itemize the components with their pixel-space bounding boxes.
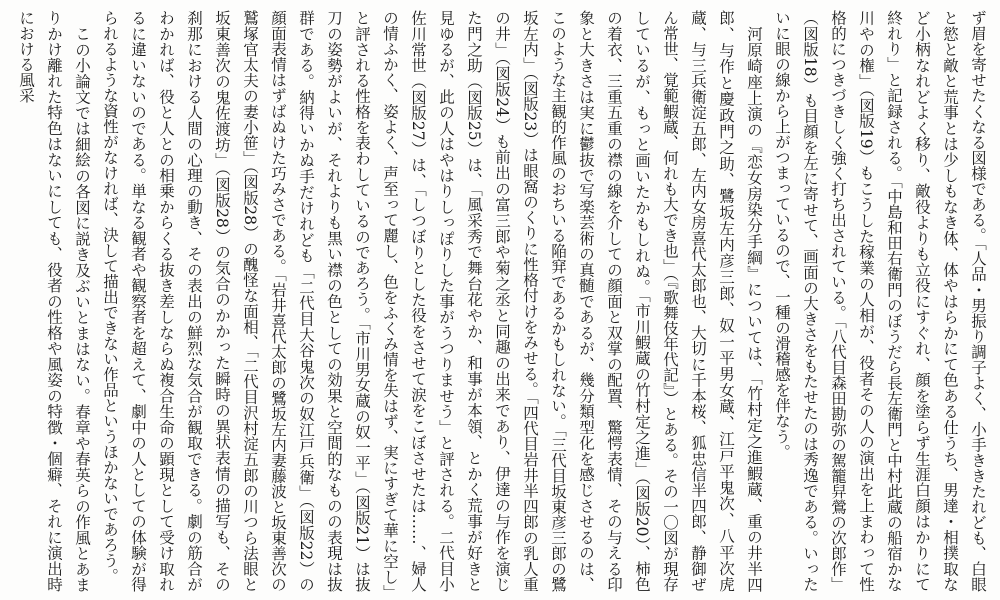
paragraph-1: ず眉を寄せたくなる図様である。「人品・男振り調子よく、小手ききたれども、白眼と慾と敵と荒事とは少しもなき体、体やはらかにて色ある仕うち、男達・相撲取など小柄なれどよく移り、敵役よりも立役にすぐれ、顔を塗らず生涯白顔はかりにて終れり」と記録される。「中島和田右衛門のぼうだら長左衛門と中村此蔵の船宿かな川やの権」（図版19）もこうした稼業の人相が、役者その人の演出を上まわって性格的につきづきしく強く打ち出されている。「八代目森田勘弥の駕籠舁鶯の次郎作」（図版18）も目顔を左に寄せて、画面の大きさをもたせたのは秀逸である。いったいに眼の線から上がつまっているので、一種の滑稽感を伴なう。 [773,10,987,592]
paragraph-3: この小論文では細絵の各図に説き及ぶいとまはない。春章や春英らの作風とあまりかけ離れた特色はないにしても、役者の性格や風姿の特徴・個癖、それに演出時における風采 [17,10,91,592]
paragraph-2: 河原崎座上演の『恋女房染分手綱』については、「竹村定之進鰕蔵、重の井半四郎、与作と慶政門之助、鷺坂左内彦三郎、奴一平男女蔵、江戸平鬼次、八平次虎蔵、与三兵衛淀五郎、左内女房喜代太郎也、大切に千本桜、狐忠信半四郎、静御ぜん常世、覚範鰕蔵、何れも大でき也」（『歌舞伎年代記』）とある。その一〇図が現存しているが、もっと画いたかもしれぬ。「市川鰕蔵の竹村定之進」（図版20）、柿色の着衣、三重五重の襟の線を介しての顔面と双掌の配置、驚愕表情、その与える印象と大きさは実に鬱抜で写楽芸術の真髄であるが、幾分類型化を感じさせるのは、このような主観的作風のおちいる陥穽であるかもしれない。「三代目坂東彦三郎の鷺坂左内」（図版23）は眼窩のくりに性格付けをみせる。「四代目岩井半四郎の乳人重の井」（図版24）も前出の富三郎や菊之丞と同趣の出来であり、伊達の与作を演じた門之助（図版25）は、「風采秀で舞台花やか、和事が本領、とかく荒事が好きと見ゆるが、此の人はやはりしっぽりした事がうつりませう」と評される。二代目小佐川常世（図版27）は、「しつぼりとした役をさせて涙をこぼさせたは……、婦人の情ふかく、姿よく、声至って麗し、色をふくみ情を失はず、実にすぎて華に空し」と評される性格を表わしているのであろう。「市川男女蔵の奴一平」（図版21）は抜刀の姿勢がよいが、それよりも黒い襟の色としての効果と空間的なものの表現は抜群である。納得いかぬ手だけれども「二代目大谷鬼次の奴江戸兵衛」（図版22）の顔面表情はずばぬけた巧みさである。「岩井喜代太郎の鷺坂左内妻藤波と坂東善次の鷲塚官太夫の妻小笹」（図版28）の醜怪な面相、「二代目沢村淀五郎の川つら法眼と坂東善次の鬼佐渡坊」（図版28）の気合のかかった瞬時の異状表情の描写も、その刹那における人間の心理の動き、その表出の鮮烈な気合が観取できる。劇の筋合がわかれば、役と人との相乗からくる抜き差しならぬ複合生命の顕現として受け取れるに違いないのである。単なる観者や観察者を超えて、劇中の人としての体験が得られるような資性がなければ、決して描出できない作品というほかないであろう。 [101,10,763,592]
vertical-text-column-block [8,10,992,592]
